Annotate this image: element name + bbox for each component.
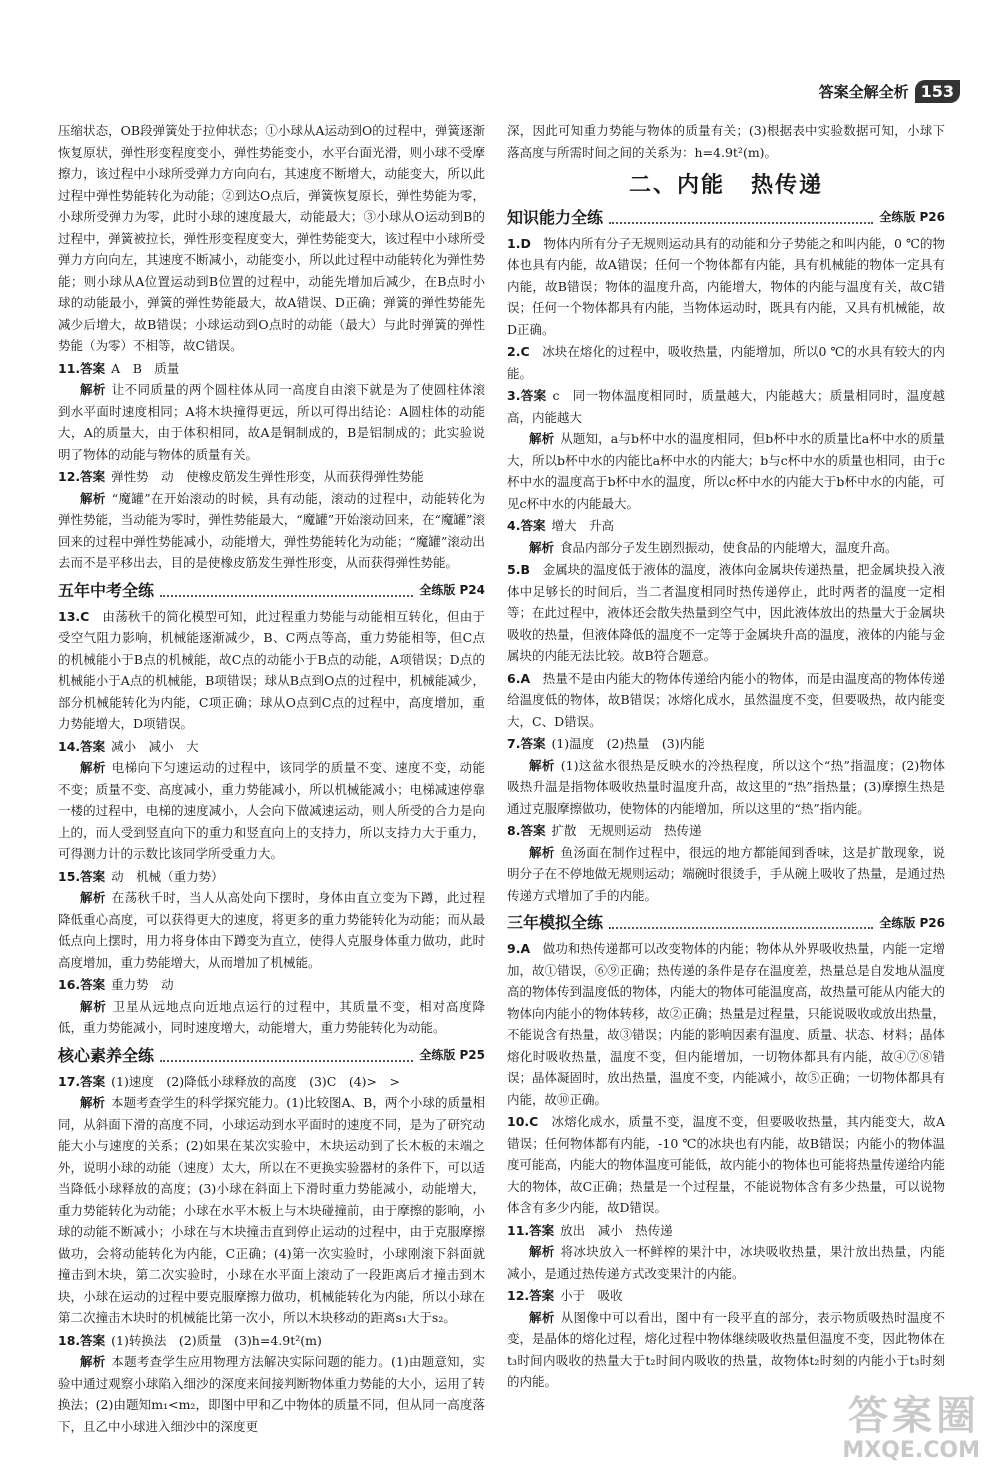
question-2: 2.C 冰块在熔化的过程中，吸收热量，内能增加，所以0 ℃的水具有较大的内能。 xyxy=(507,344,945,381)
continued-text: 压缩状态，OB段弹簧处于拉伸状态；①小球从A运动到O的过程中，弹簧逐渐恢复原状，弹性形变程度变小，弹性势能变小，水平台面光滑，则小球不受摩擦力，该过程中小球所受弹力方向向右，其速度不断增大，动能变大，所以此过程中弹性势能转化为动能；②到达O点后，弹簧恢复原长，弹性势能为零，小球所受弹力为零，此时小球的速度最大，动能最大；③小球从O运动到B的过程中，弹簧被拉长，弹性形变程度变大，弹性势能变大，该过程中小球所受弹力方向向左，其速度不断减小，动能变小，所以此过程中动能转化为弹性势能；则小球从A位置运动到B位置的过程中，动能先增加后减少，在B点时小球的动能最小，弹簧的弹性势能最大，故A错误、D正确；弹簧的弹性势能先减少后增大，故B错误；小球运动到O点时的动能（最大）与此时弹簧的弹性势能（为零）不相等，故C错误。 xyxy=(58,123,485,353)
page-number: 153 xyxy=(915,80,960,103)
section-header-knowledge: 知识能力全练 全练版 P26 xyxy=(507,207,945,227)
continued-text: 深，因此可知重力势能与物体的质量有关；(3)根据表中实验数据可知，小球下落高度与所需时间之间的关系为：h=4.9t²(m)。 xyxy=(507,123,945,160)
question-10: 10.C 冰熔化成水，质量不变，温度不变，但要吸收热量，其内能变大，故A错误；任何物体都有内能，-10 ℃的冰块也有内能，故B错误；内能小的物体温度可能高，内能大的物体温度可能低，故内能小的物体也可能将热量传递给内能大的物体，故C正确；热量是一个过程量，不能说物体含有多少热量，可以说物体含有多少内能，故D错误。 xyxy=(507,1114,945,1215)
question-1: 1.D 物体内所有分子无规则运动具有的动能和分子势能之和叫内能，0 ℃的物体也具有内能，故A错误；任何一个物体都有内能，具有机械能的物体一定具有内能，故B错误；物体的温度升高，内能增大，物体的内能与温度有关，故C错误；任何一个物体都具有内能，当物体运动时，既具有内能，又具有机械能，故D正确。 xyxy=(507,235,945,337)
section-header-core-literacy: 核心素养全练 全练版 P25 xyxy=(58,1045,485,1065)
section-header-three-year: 三年模拟全练 全练版 P26 xyxy=(507,913,945,932)
question-14: 14.答案 减小 减小 大 解析 电梯向下匀速运动的过程中，该同学的质量不变、速度不变，动能不变；质量不变、高度减小，重力势能减小，所以机械能减小；电梯减速停靠一楼的过程中，电梯的速度减小，人会向下做减速运动，则人所受的合力是向上的，而人受到竖直向下的重力和竖直向上的支持力，所以支持力大于重力，可得测力计的示数比该同学所受重力大。 xyxy=(58,738,485,861)
header-title: 答案全解全析 xyxy=(818,83,909,101)
left-column xyxy=(58,120,485,1461)
chapter-title: 二、内能 热传递 xyxy=(628,173,824,198)
question-9: 9.A 做功和热传递都可以改变物体的内能；物体从外界吸收热量，内能一定增加，故①错误，⑥⑨正确；热传递的条件是存在温度差，热量总是自发地从温度高的物体传到温度低的物体，内能大的物体可能温度高，故热量可能从内能大的物体向内能小的物体转移，故②正确；热量是过程量，只能说吸收或放出热量，不能说含有热量，故③错误；内能的影响因素有温度、质量、状态、材料；晶体熔化时吸收热量，温度不变，但内能增加，一切物体都具有内能，故④⑦⑧错误；晶体凝固时，放出热量，温度不变，内能减小，故⑤正确；一切物体都具有内能，故⑩正确。 xyxy=(507,941,945,1107)
page-header xyxy=(819,80,960,103)
watermark-url: MXQE.COM xyxy=(842,1438,980,1463)
question-13: 13.C 由荡秋千的简化模型可知，此过程重力势能与动能相互转化，但由于受空气阻力影响，机械能逐渐减少，B、C两点等高，重力势能相等，但C点的机械能小于B点的机械能，故C点的动能小于B点的动能，A项错误；D点的机械能小于A点的机械能，B项错误；球从B点到O点的过程中，机械能减少，部分机械能转化为内能，C项正确；球从O点到C点的过程中，高度增加，重力势能增大，D项错误。 xyxy=(58,608,485,731)
question-6: 6.A 热量不是由内能大的物体传递给内能小的物体，而是由温度高的物体传递给温度低的物体，故B错误；冰熔化成水，虽然温度不变，但要吸热，故内能变大，C、D错误。 xyxy=(507,670,945,729)
watermark-logo: 答案圈 xyxy=(848,1393,980,1439)
question-5: 5.B 金属块的温度低于液体的温度，液体向金属块传递热量，把金属块投入液体中足够长的时间后，当二者温度相同时热传递停止，此时两者的温度一定相等；在此过程中，液体还会散失热量到空气中，因此液体放出的热量大于金属块吸收的热量，但液体降低的温度不一定等于金属块升高的温度，液体的内能与金属块的内能无法比较。故B符合题意。 xyxy=(507,562,945,663)
question-7: 7.答案 (1)温度 (2)热量 (3)内能 解析 (1)这盆水很热是反映水的冷热程度，所以这个“热”指温度；(2)物体吸热升温是指物体吸收热量时温度升高，故这里的“热”指热量；(3)摩擦生热是通过克服摩擦做功，使物体的内能增加，所以这里的“热”指内能。 xyxy=(507,736,945,816)
question-12: 12.答案 弹性势 动 使橡皮筋发生弹性形变，从而获得弹性势能 解析 “魔罐”在开始滚动的时候，具有动能，滚动的过程中，动能转化为弹性势能，当动能为零时，弹性势能最大，“魔罐”开始滚动回来，在“魔罐”滚回来的过程中弹性势能减小，动能增大，弹性势能转化为动能；“魔罐”滚动出去而不是平移出去，目的是使橡皮筋发生弹性形变，从而获得弹性势能。 xyxy=(58,469,485,570)
question-3: 3.答案 c 同一物体温度相同时，质量越大，内能越大；质量相同时，温度越高，内能越大 解析 从题知，a与b杯中水的温度相同，但b杯中水的质量比a杯中水的质量大，所以b杯中水的内能比a杯中水的内能大；b与c杯中水的质量也相同，由于c杯中水的温度高于b杯中水的温度，所以c杯中水的内能大于b杯中水的内能，可见c杯中水的内能最大。 xyxy=(507,388,945,511)
section-header-five-year: 五年中考全练 全练版 P24 xyxy=(58,580,485,600)
question-18: 18.答案 (1)转换法 (2)质量 (3)h=4.9t²(m) 解析 本题考查学生应用物理方法解决实际问题的能力。(1)由题意知，实验中通过观察小球陷入细沙的深度来间接判断物体重力势能的大小，运用了转换法；(2)由题知m₁<m₂，即图中甲和乙中物体的质量不同，但从同一高度落下，且乙中小球进入细沙中的深度更 xyxy=(58,1332,485,1434)
question-8: 8.答案 扩散 无规则运动 热传递 解析 鱼汤面在制作过程中，很远的地方都能闻到香味，这是扩散现象，说明分子在不停地做无规则运动；端碗时很烫手，手从碗上吸收了热量，是通过热传递方式增加了手的内能。 xyxy=(507,823,945,903)
question-12-right: 12.答案 小于 吸收 解析 从图像中可以看出，图中有一段平直的部分，表示物质吸热时温度不变，是晶体的熔化过程，熔化过程中物体继续吸收热量但温度不变，因此物体在t₃时间内吸收的热量大于t₂时间内吸收的热量，故物体t₂时刻的内能小于t₃时刻的内能。 xyxy=(507,1288,945,1389)
right-column xyxy=(507,120,945,1461)
question-16: 16.答案 重力势 动 解析 卫星从远地点向近地点运行的过程中，其质量不变，相对高度降低，重力势能减小，同时速度增大，动能增大，重力势能转化为动能。 xyxy=(58,977,485,1035)
question-17: 17.答案 (1)速度 (2)降低小球释放的高度 (3)C (4)> > 解析 本题考查学生的科学探究能力。(1)比较图A、B，两个小球的质量相同，从斜面下滑的高度不同，小球运动到水平面时的速度不同，是为了研究动能大小与速度的关系；(2)如果在某次实验中，木块运动到了长木板的末端之外，说明小球的动能（速度）太大，所以在不更换实验器材的条件下，可以适当降低小球释放的高度；(3)小球在斜面上下滑时重力势能减小，动能增大，重力势能转化为动能；小球在水平木板上与木块碰撞前，由于摩擦的影响，小球的动能不断减小；小球在与木块撞击直到停止运动的过程中，由于克服摩擦做功，会将动能转化为内能，C正确；(4)第一次实验时，小球刚滚下斜面就撞击到木块，第二次实验时，小球在水平面上滚动了一段距离后才撞击到木块，小球在运动的过程中要克服摩擦力做功，机械能转化为内能，所以小球在第二次撞击木块时的机械能比第一次小，所以木块移动的距离s₁大于s₂。 xyxy=(58,1073,485,1325)
watermark xyxy=(842,1394,980,1463)
question-15: 15.答案 动 机械（重力势） 解析 在荡秋千时，当人从高处向下摆时，身体由直立变为下蹲，此过程降低重心高度，可以获得更大的速度，将更多的重力势能转化为动能；而从最低点向上摆时，用力将身体由下蹲变为直立，使得人克服身体重力做功，此时高度增加，重力势能增大，从而增加了机械能。 xyxy=(58,868,485,970)
question-4: 4.答案 增大 升高 解析 食品内部分子发生剧烈振动，使食品的内能增大，温度升高。 xyxy=(507,518,898,555)
question-11: 11.答案 A B 质量 解析 让不同质量的两个圆柱体从同一高度自由滚下就是为了使圆柱体滚到水平面时速度相同；A将木块撞得更远，所以可得出结论：A圆柱体的动能大，A的质量大，由于体积相同，故A是铜制成的，B是铝制成的；此实验说明了物体的动能与物体的质量有关。 xyxy=(58,360,485,462)
question-11-right: 11.答案 放出 减小 热传递 解析 将冰块放入一杯鲜榨的果汁中，冰块吸收热量，果汁放出热量，内能减小，是通过热传递方式改变果汁的内能。 xyxy=(507,1222,945,1281)
